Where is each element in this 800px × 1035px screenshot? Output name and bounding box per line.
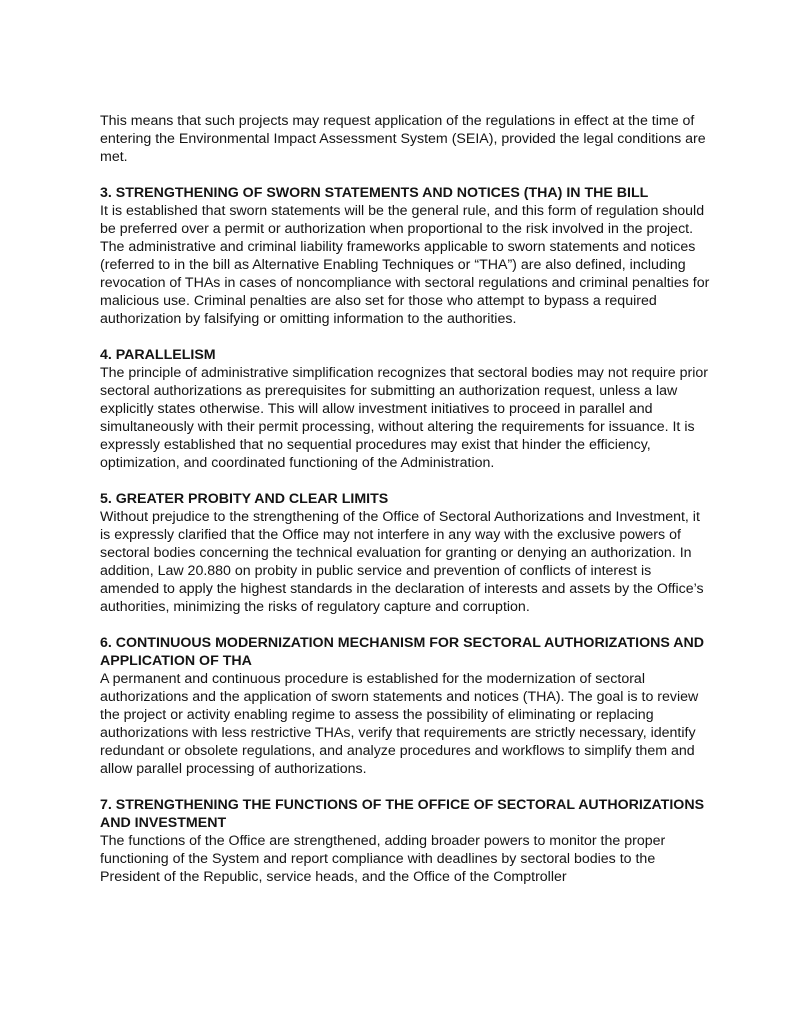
section-4 [100, 346, 710, 472]
section-5 [100, 490, 710, 616]
section-4-body: The principle of administrative simplification recognizes that sectoral bodies may not require prior sectoral authorizations as prerequisites for submitting an authorization request, unless a law explicitly states otherwise. This will allow investment initiatives to proceed in parallel and simultaneously with their permit processing, without altering the requirements for issuance. It is expressly established that no sequential procedures may exist that hinder the efficiency, optimization, and coordinated functioning of the Administration. [100, 365, 708, 471]
section-7-body: The functions of the Office are strengthened, adding broader powers to monitor the proper functioning of the System and report compliance with deadlines by sectoral bodies to the President of the Republic, service heads, and the Office of the Comptroller [100, 833, 666, 885]
section-6-heading: 6. CONTINUOUS MODERNIZATION MECHANISM FOR SECTORAL AUTHORIZATIONS AND APPLICATION OF THA [100, 635, 705, 669]
section-5-heading: 5. GREATER PROBITY AND CLEAR LIMITS [100, 491, 389, 507]
document-page [100, 112, 710, 886]
section-3-body: It is established that sworn statements will be the general rule, and this form of regulation should be preferred over a permit or authorization when proportional to the risk involved in the project. The administrative and criminal liability frameworks applicable to sworn statements and notices (referred to in the bill as Alternative Enabling Techniques or “THA”) are also defined, including revocation of THAs in cases of noncompliance with sectoral regulations and criminal penalties for malicious use. Criminal penalties are also set for those who attempt to bypass a required authorization by falsifying or omitting information to the authorities. [100, 203, 710, 327]
section-3-heading: 3. STRENGTHENING OF SWORN STATEMENTS AND NOTICES (THA) IN THE BILL [100, 185, 649, 201]
section-7-heading: 7. STRENGTHENING THE FUNCTIONS OF THE OFFICE OF SECTORAL AUTHORIZATIONS AND INVESTMENT [100, 797, 705, 831]
intro-paragraph: This means that such projects may request application of the regulations in effect at the time of entering the Environmental Impact Assessment System (SEIA), provided the legal conditions are met. [100, 113, 706, 165]
section-3 [100, 184, 710, 328]
section-6-body: A permanent and continuous procedure is established for the modernization of sectoral authorizations and the application of sworn statements and notices (THA). The goal is to review the project or activity enabling regime to assess the possibility of eliminating or replacing authorizations with less restrictive THAs, verify that requirements are strictly necessary, identify redundant or obsolete regulations, and analyze procedures and workflows to simplify them and allow parallel processing of authorizations. [100, 671, 699, 777]
section-6 [100, 634, 710, 778]
section-4-heading: 4. PARALLELISM [100, 347, 216, 363]
section-5-body: Without prejudice to the strengthening of the Office of Sectoral Authorizations and Investment, it is expressly clarified that the Office may not interfere in any way with the exclusive powers of sectoral bodies concerning the technical evaluation for granting or denying an authorization. In addition, Law 20.880 on probity in public service and prevention of conflicts of interest is amended to apply the highest standards in the declaration of interests and assets by the Office’s authorities, minimizing the risks of regulatory capture and corruption. [100, 509, 704, 615]
section-7 [100, 796, 710, 886]
